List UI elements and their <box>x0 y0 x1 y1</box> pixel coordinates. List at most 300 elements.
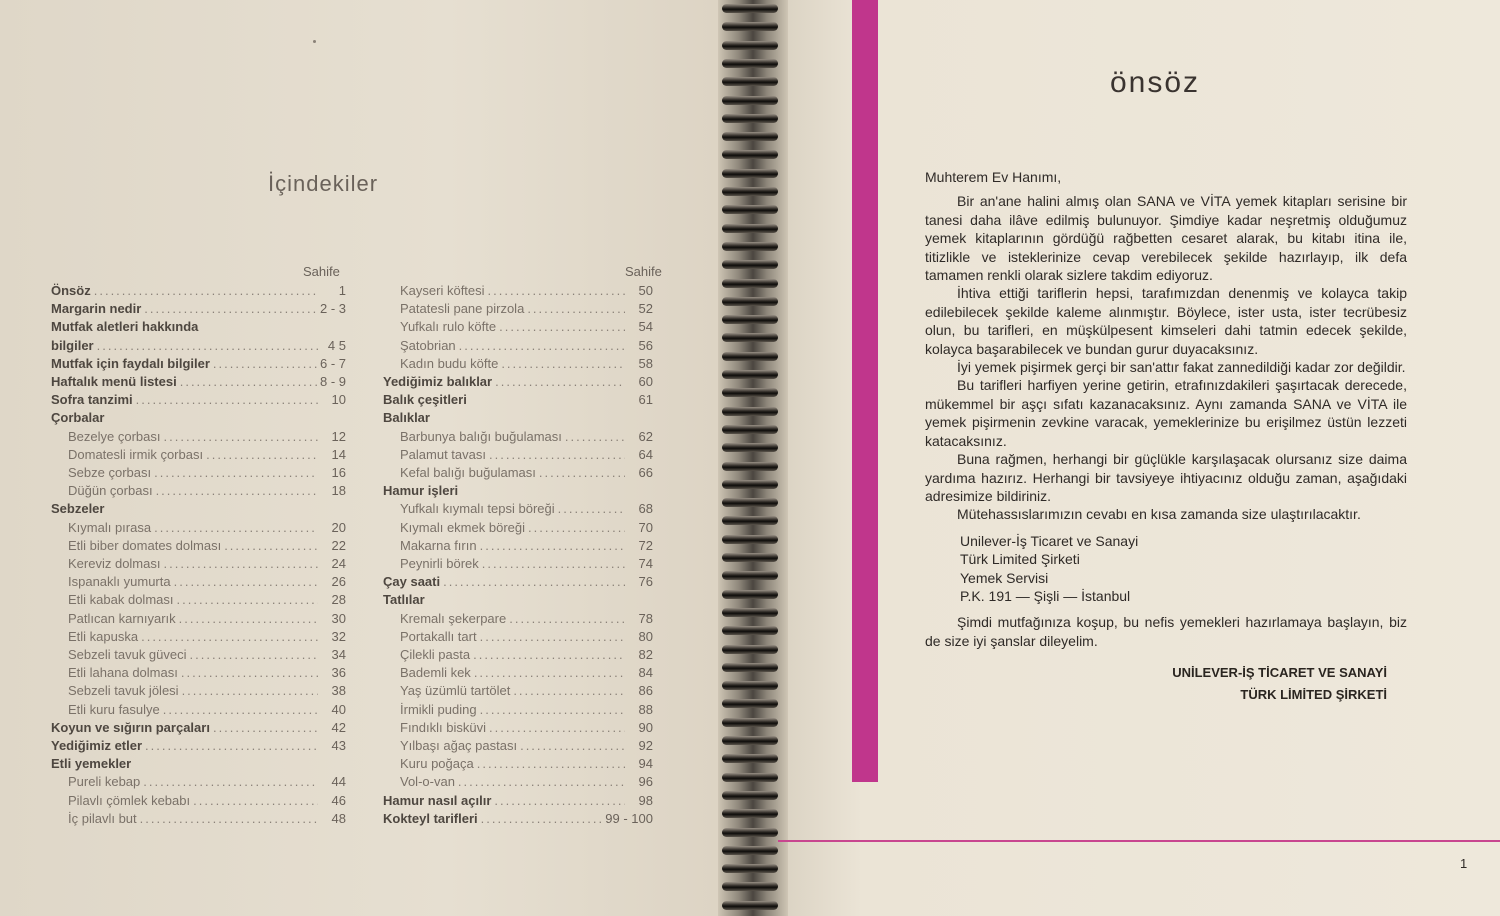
toc-entry-page: 50 <box>638 283 653 298</box>
toc-entry-leader <box>210 719 318 737</box>
toc-entry <box>383 355 653 373</box>
address-line: Türk Limited Şirketi <box>960 551 1080 568</box>
toc-entry <box>51 337 346 355</box>
spiral-coil <box>722 388 778 397</box>
toc-entry-label: bilgiler <box>51 337 94 353</box>
toc-entry-label: Vol-o-van <box>400 774 455 790</box>
toc-entry-leader <box>491 792 625 810</box>
toc-entry-label: Yediğimiz balıklar <box>383 374 493 389</box>
toc-entry-page: 68 <box>638 501 653 517</box>
toc-entry-leader <box>160 701 318 719</box>
toc-entry-label: Çilekli pasta <box>400 647 471 662</box>
toc-entry-page: 22 <box>331 537 346 553</box>
toc-entry-leader <box>562 428 625 446</box>
toc-entry-page: 62 <box>638 428 653 444</box>
toc-entry-label: Kadın budu köfte <box>400 355 499 371</box>
spiral-coil <box>722 205 778 214</box>
toc-entry-leader <box>179 682 318 700</box>
toc-entry-leader <box>151 519 318 537</box>
toc-entry-label: Etli yemekler <box>51 756 132 772</box>
toc-entry-page: 92 <box>638 738 653 753</box>
toc-entry-page: 56 <box>638 337 653 353</box>
toc-entry-leader <box>536 464 625 482</box>
toc-entry-label: Mutfak için faydalı bilgiler <box>51 355 210 371</box>
letter-closing: Şimdi mutfağınıza koşup, bu nefis yemekleri hazırlamaya başlayın, biz de size iyi şanslar dileyelim. <box>925 614 1407 649</box>
toc-entry-page: 20 <box>331 519 346 535</box>
toc-entry <box>51 792 346 810</box>
toc-entry-page: 34 <box>331 647 346 662</box>
toc-entry-leader <box>496 318 625 336</box>
spiral-coil <box>722 77 778 86</box>
toc-title: İçindekiler <box>268 171 379 196</box>
toc-entry <box>383 464 653 482</box>
spiral-coil <box>722 516 778 525</box>
toc-entry-label: Balık çeşitleri <box>383 392 467 408</box>
toc-entry-page: 82 <box>638 647 653 662</box>
toc-entry <box>383 337 653 355</box>
toc-entry <box>383 737 653 755</box>
toc-entry-page: 61 <box>638 392 653 408</box>
spiral-coil <box>722 22 778 31</box>
toc-entry-label: Yufkalı kıymalı tepsi böreği <box>400 501 555 517</box>
toc-entry-label: Ispanaklı yumurta <box>68 574 171 590</box>
toc-entry <box>51 719 346 737</box>
toc-entry-page <box>318 409 346 427</box>
spiral-coil <box>722 96 778 105</box>
toc-entry-label: Önsöz <box>51 283 91 298</box>
toc-entry-label: Çay saati <box>383 574 441 590</box>
toc-entry-page: 90 <box>638 719 653 735</box>
toc-entry-page: 1 <box>338 283 346 298</box>
toc-entry <box>383 701 653 719</box>
toc-entry-page: 72 <box>638 537 653 553</box>
toc-entry-leader <box>506 610 625 628</box>
toc-entry <box>51 537 346 555</box>
toc-entry <box>51 519 346 537</box>
toc-entry-leader <box>177 373 318 391</box>
toc-entry-leader <box>477 628 625 646</box>
toc-entry-page: 2 - 3 <box>319 301 346 317</box>
toc-entry-leader <box>471 664 625 682</box>
toc-entry-label: Bademli kek <box>400 665 471 681</box>
letter-greeting: Muhterem Ev Hanımı, <box>925 169 1062 185</box>
toc-entry-label: Yılbaşı ağaç pastası <box>400 738 518 753</box>
toc-entry-leader <box>492 373 625 391</box>
spiral-coil <box>722 407 778 416</box>
toc-entry-label: Sebzeler <box>51 501 105 517</box>
page-number: 1 <box>1460 856 1468 871</box>
toc-entry-page: 46 <box>331 792 346 808</box>
toc-entry <box>383 282 653 300</box>
letter-paragraph: İhtiva ettiği tariflerin hepsi, tarafımızdan denenmiş ve kolayca takip edilebilecek şekilde kaleme alınmıştır. Böylece, ister usta, ister tecrübesiz olun, bu tarifleri, en müşkülpesent kimseleri dahi tatmin edecek şekilde, kolayca başarabilecek ve bundan gurur duyacaksınız. <box>925 285 1407 357</box>
toc-entry-page: 40 <box>331 701 346 717</box>
toc-entry <box>383 409 653 427</box>
toc-entry-label: İrmikli puding <box>400 701 477 717</box>
toc-entry-leader <box>133 391 318 409</box>
toc-entry-leader <box>525 519 625 537</box>
toc-entry-label: Koyun ve sığırın parçaları <box>51 719 210 735</box>
toc-entry-label: Etli biber domates dolması <box>68 537 222 553</box>
spiral-coil <box>722 425 778 434</box>
toc-entry-leader <box>455 773 625 791</box>
toc-entry-label: Bezelye çorbası <box>68 428 161 444</box>
spiral-coil <box>722 590 778 599</box>
toc-entry <box>383 719 653 737</box>
toc-entry-page <box>318 755 346 773</box>
toc-entry-page: 54 <box>638 319 653 335</box>
toc-entry <box>383 373 653 391</box>
toc-entry-label: İç pilavlı but <box>68 810 137 826</box>
spiral-coil <box>722 901 778 910</box>
toc-entry-leader <box>176 610 318 628</box>
spiral-coil <box>722 297 778 306</box>
toc-entry-page: 99 - 100 <box>605 810 653 826</box>
toc-entry <box>383 318 653 336</box>
toc-entry-page: 36 <box>331 665 346 681</box>
toc-entry-label: Balıklar <box>383 410 430 426</box>
toc-column-2-header: Sahife <box>625 264 662 279</box>
toc-entry-page: 98 <box>638 792 653 808</box>
toc-entry-page <box>625 409 653 427</box>
toc-entry-page: 44 <box>331 774 346 790</box>
toc-entry-page: 12 <box>331 428 346 444</box>
toc-column-1-header: Sahife <box>303 264 340 279</box>
toc-entry-page: 52 <box>638 301 653 317</box>
toc-entry <box>51 591 346 609</box>
toc-entry-label: Barbunya balığı buğulaması <box>400 428 562 444</box>
toc-entry-leader <box>178 664 318 682</box>
toc-entry-label: Pureli kebap <box>68 774 141 790</box>
toc-entry <box>51 318 346 336</box>
spiral-coil <box>722 114 778 123</box>
letter-paragraph: İyi yemek pişirmek gerçi bir san'attır fakat zannedildiği kadar zor değildir. <box>957 359 1406 376</box>
toc-entry-label: Yaş üzümlü tartölet <box>400 683 511 699</box>
toc-entry-page: 8 - 9 <box>319 374 346 389</box>
spiral-coil <box>722 773 778 782</box>
toc-entry-label: Etli kabak dolması <box>68 592 174 608</box>
toc-entry-leader <box>142 737 318 755</box>
toc-entry-leader <box>477 701 625 719</box>
spiral-coil <box>722 4 778 13</box>
toc-entry-label: Domatesli irmik çorbası <box>68 446 204 462</box>
toc-entry <box>51 428 346 446</box>
toc-entry-page: 4 5 <box>327 337 346 353</box>
toc-entry-leader <box>486 446 625 464</box>
toc-entry-page: 78 <box>638 610 653 626</box>
toc-entry-page <box>318 500 346 518</box>
toc-entry <box>51 682 346 700</box>
address-line: P.K. 191 — Şişli — İstanbul <box>960 587 1131 604</box>
toc-entry-page: 14 <box>331 446 346 462</box>
toc-entry <box>383 500 653 518</box>
spiral-coil <box>722 462 778 471</box>
toc-entry-label: Hamur işleri <box>383 483 459 499</box>
toc-entry-page: 60 <box>638 374 653 389</box>
toc-entry-leader <box>140 773 318 791</box>
toc-entry-leader <box>151 464 318 482</box>
toc-entry <box>383 664 653 682</box>
toc-entry <box>51 773 346 791</box>
toc-entry-leader <box>456 337 625 355</box>
toc-entry-leader <box>210 355 318 373</box>
toc-entry-leader <box>137 810 318 828</box>
toc-entry-page: 6 - 7 <box>319 355 346 371</box>
spiral-coil <box>722 754 778 763</box>
toc-entry-page: 48 <box>331 810 346 826</box>
spiral-coil <box>722 59 778 68</box>
toc-entry-leader <box>555 500 625 518</box>
toc-entry-leader <box>510 682 625 700</box>
toc-entry-label: Kefal balığı buğulaması <box>400 465 536 480</box>
toc-entry <box>51 737 346 755</box>
letter-paragraph: Buna rağmen, herhangi bir güçlükle karşılaşacak olursanız size daima yardıma hazırız. Herhangi bir tavsiyeye ihtiyacınız olduğu zaman, aşağıdaki adresimize bildiriniz. <box>925 451 1407 504</box>
spiral-coil <box>722 279 778 288</box>
toc-entry <box>51 282 346 300</box>
spiral-coil <box>722 150 778 159</box>
toc-entry-page: 96 <box>638 774 653 790</box>
toc-entry-leader <box>187 646 318 664</box>
toc-entry-leader <box>174 591 319 609</box>
spiral-coil <box>722 41 778 50</box>
toc-entry-label: Sebze çorbası <box>68 465 152 480</box>
spiral-coil <box>722 809 778 818</box>
spiral-coil <box>722 718 778 727</box>
toc-entry-leader <box>91 282 318 300</box>
toc-column-2 <box>383 264 670 834</box>
spiral-coil <box>722 663 778 672</box>
toc-entry-leader <box>221 537 318 555</box>
spiral-coil <box>722 224 778 233</box>
toc-entry-page: 66 <box>638 465 653 480</box>
spiral-coil <box>722 828 778 837</box>
toc-entry <box>383 755 653 773</box>
toc-entry <box>51 610 346 628</box>
toc-entry <box>383 482 653 500</box>
toc-entry-page: 76 <box>638 574 653 590</box>
spiral-coil <box>722 626 778 635</box>
toc-entry <box>383 300 653 318</box>
toc-entry-leader <box>138 628 318 646</box>
toc-entry-page: 26 <box>331 574 346 590</box>
toc-entry <box>51 646 346 664</box>
toc-entry-label: Peynirli börek <box>400 556 479 571</box>
toc-entry-leader <box>190 792 318 810</box>
accent-bar <box>852 0 878 782</box>
toc-entry-label: Sofra tanzimi <box>51 392 133 408</box>
toc-entry <box>51 701 346 719</box>
toc-entry-label: Şatobrian <box>400 337 456 353</box>
toc-entry-label: Etli kapuska <box>68 628 139 644</box>
toc-entry-label: Yediğimiz etler <box>51 738 143 753</box>
accent-rule <box>778 840 1500 842</box>
toc-entry-leader <box>478 810 606 828</box>
spiral-coil <box>722 681 778 690</box>
spiral-coil <box>722 553 778 562</box>
toc-entry <box>51 373 346 391</box>
toc-entry-page: 64 <box>638 446 653 462</box>
toc-entry <box>51 482 346 500</box>
toc-entry <box>383 519 653 537</box>
toc-entry-label: Fındıklı bisküvi <box>400 719 486 735</box>
toc-entry-label: Makarna fırın <box>400 537 477 553</box>
toc-entry-label: Mutfak aletleri hakkında <box>51 319 199 335</box>
toc-entry-label: Etli lahana dolması <box>68 665 178 681</box>
toc-entry <box>51 573 346 591</box>
letter-paragraph: Mütehassıslarımızın cevabı en kısa zamanda size ulaştırılacaktır. <box>957 506 1361 523</box>
spiral-coil <box>722 645 778 654</box>
spiral-coil <box>722 864 778 873</box>
toc-entry-leader <box>171 573 318 591</box>
toc-entry <box>383 628 653 646</box>
toc-entry-page <box>625 591 653 609</box>
spiral-coil <box>722 699 778 708</box>
toc-entry <box>383 573 653 591</box>
toc-entry-leader <box>161 428 319 446</box>
toc-entry-page: 70 <box>638 519 653 535</box>
toc-entry <box>383 391 653 409</box>
spiral-coil <box>722 736 778 745</box>
spiral-coil <box>722 498 778 507</box>
spiral-coil <box>722 480 778 489</box>
toc-entry-label: Hamur nasıl açılır <box>383 792 492 808</box>
spiral-coil <box>722 882 778 891</box>
toc-entry <box>383 591 653 609</box>
toc-entry-leader <box>486 719 625 737</box>
toc-entry-page: 58 <box>638 355 653 371</box>
toc-entry-leader <box>474 755 625 773</box>
toc-entry-leader <box>153 482 318 500</box>
toc-entry-page: 86 <box>638 683 653 699</box>
letter-body <box>925 192 1407 523</box>
toc-entry-page <box>625 482 653 500</box>
toc-entry <box>51 500 346 518</box>
toc-entry-page: 38 <box>331 683 346 699</box>
toc-entry <box>383 792 653 810</box>
toc-entry-page: 10 <box>331 392 346 408</box>
toc-entry-page: 80 <box>638 628 653 644</box>
toc-entry <box>383 773 653 791</box>
toc-entry <box>383 682 653 700</box>
spiral-coil <box>722 571 778 580</box>
letter-paragraph: Bu tarifleri harfiyen yerine getirin, etrafınızdakileri şaşırtacak derecede, mükemmel bir aşçı sıfatı kazanacaksınız. Aynı zamanda SANA ve VİTA ile yemek pişirmenin zevkine varacak, yemeklerinize bu erişilmez üstün lezzeti katacaksınız. <box>925 377 1407 449</box>
toc-entry <box>383 610 653 628</box>
toc-entry-page: 30 <box>331 610 346 626</box>
toc-entry-label: Kıymalı ekmek böreği <box>400 519 525 535</box>
letter-signature <box>925 662 1407 706</box>
toc-entry-leader <box>160 555 318 573</box>
spiral-coil <box>722 187 778 196</box>
letter-address <box>925 532 1407 606</box>
spiral-coil <box>722 846 778 855</box>
toc-entry-page <box>318 318 346 336</box>
toc-entry-page: 32 <box>331 628 346 644</box>
toc-entry-label: Margarin nedir <box>51 301 142 317</box>
toc-entry-label: Patatesli pane pirzola <box>400 301 525 317</box>
toc-entry-page: 94 <box>638 756 653 772</box>
spiral-coil <box>722 352 778 361</box>
toc-entry <box>51 664 346 682</box>
toc-entry-leader <box>498 355 625 373</box>
toc-entry-leader <box>479 555 625 573</box>
toc-entry-label: Palamut tavası <box>400 446 486 462</box>
toc-entry-label: Yufkalı rulo köfte <box>400 319 497 335</box>
toc-entry <box>51 810 346 828</box>
toc-entry-leader <box>94 337 318 355</box>
toc-entry-label: Tatlılar <box>383 592 425 608</box>
toc-entry-leader <box>440 573 625 591</box>
toc-entry-label: Patlıcan karnıyarık <box>68 610 176 626</box>
toc-entry-label: Kereviz dolması <box>68 556 161 571</box>
toc-entry-label: Kayseri köftesi <box>400 283 485 298</box>
toc-entry-label: Çorbalar <box>51 410 105 426</box>
toc-entry-leader <box>524 300 625 318</box>
toc-entry-page: 16 <box>331 465 346 480</box>
toc-entry-label: Düğün çorbası <box>68 483 153 499</box>
toc-entry-page: 42 <box>331 719 346 735</box>
spiral-coil <box>722 242 778 251</box>
toc-entry-leader <box>517 737 625 755</box>
signature-line: UNİLEVER-İŞ TİCARET VE SANAYİ <box>1172 665 1387 681</box>
toc-entry-page: 43 <box>331 738 346 753</box>
toc-entry-page: 74 <box>638 556 653 571</box>
spiral-coil <box>722 169 778 178</box>
toc-entry-label: Haftalık menü listesi <box>51 374 177 389</box>
spiral-coil <box>722 791 778 800</box>
toc-entry <box>383 428 653 446</box>
toc-entry <box>383 537 653 555</box>
toc-entry-label: Kıymalı pırasa <box>68 519 152 535</box>
toc-entry <box>383 810 653 828</box>
toc-entry-leader <box>141 300 318 318</box>
toc-entry-label: Etli kuru fasulye <box>68 701 160 717</box>
toc-entry <box>51 409 346 427</box>
toc-entry <box>51 755 346 773</box>
address-line: Unilever-İş Ticaret ve Sanayi <box>960 532 1139 549</box>
toc-entry <box>51 464 346 482</box>
toc-entry-leader <box>485 282 625 300</box>
toc-entry <box>383 646 653 664</box>
toc-entry-leader <box>477 537 625 555</box>
toc-entry-page: 84 <box>638 665 653 681</box>
toc-entry-label: Sebzeli tavuk jölesi <box>68 683 179 699</box>
toc-column-1 <box>51 264 346 834</box>
toc-entry <box>51 391 346 409</box>
toc-entry <box>51 555 346 573</box>
spiral-coil <box>722 333 778 342</box>
letter-paragraph: Bir an'ane halini almış olan SANA ve VİTA yemek kitapları serisine bir tanesi daha ilâve edilmiş bulunuyor. Şimdiye kadar neşretmiş olduğumuz yemek kitaplarının gördüğü rağbetten cesaret alarak, bu kitabı itina ile, titizlikle ve isteklerinize cevap verebilecek şekilde hazırlayıp, ilk defa tamamen renkli olarak sizlere takdim ediyoruz. <box>925 193 1407 284</box>
toc-entry-page: 28 <box>331 592 346 608</box>
toc-entry <box>51 446 346 464</box>
toc-entry-page: 24 <box>331 556 346 571</box>
toc-entry <box>383 446 653 464</box>
toc-entry-page: 18 <box>331 483 346 499</box>
toc-entry-leader <box>470 646 625 664</box>
toc-entry-label: Kremalı şekerpare <box>400 610 507 626</box>
toc-entry-page: 88 <box>638 701 653 717</box>
toc-entry <box>51 355 346 373</box>
page-speck <box>313 40 316 43</box>
spiral-coil <box>722 370 778 379</box>
toc-entry-leader <box>203 446 318 464</box>
foreword-letter <box>925 168 1407 706</box>
toc-entry <box>51 628 346 646</box>
foreword-title: önsöz <box>1110 66 1201 99</box>
spiral-coil <box>722 315 778 324</box>
toc-entry-label: Portakallı tart <box>400 628 477 644</box>
spiral-coil <box>722 608 778 617</box>
signature-line: TÜRK LİMİTED ŞİRKETİ <box>1240 687 1387 703</box>
spiral-coil <box>722 260 778 269</box>
